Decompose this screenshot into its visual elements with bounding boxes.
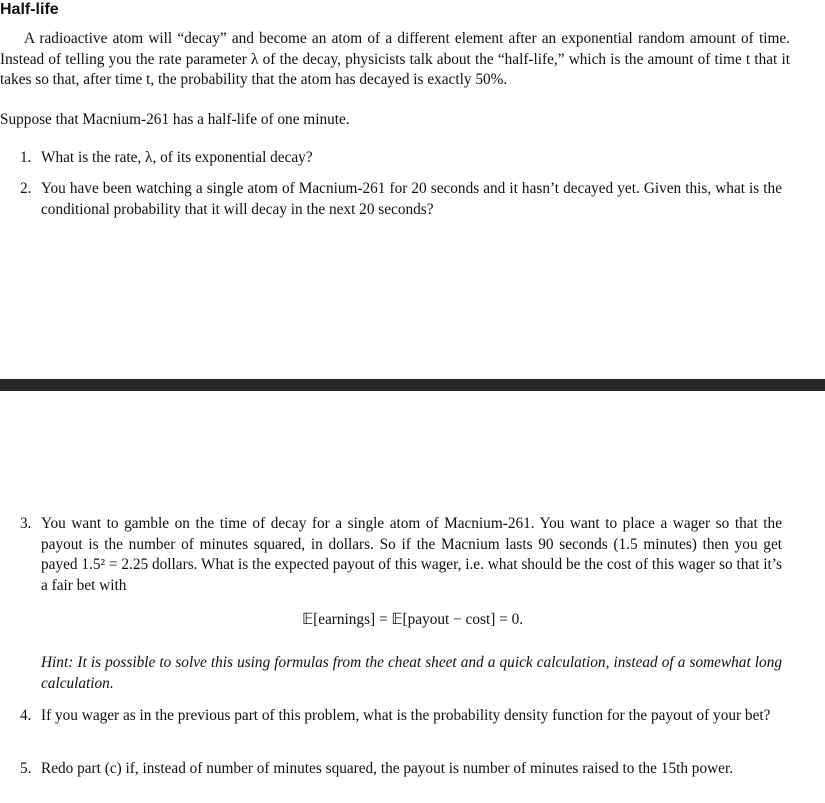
question-text: What is the rate, λ, of its exponential decay? bbox=[41, 149, 313, 166]
question-3 bbox=[20, 514, 782, 596]
question-5 bbox=[20, 759, 782, 780]
question-number: 1. bbox=[20, 149, 32, 166]
question-4 bbox=[20, 706, 782, 727]
question-2 bbox=[20, 179, 782, 220]
suppose-paragraph: Suppose that Macnium-261 has a half-life of one minute. bbox=[0, 111, 350, 128]
page-divider bbox=[0, 379, 825, 391]
question-1 bbox=[20, 148, 782, 169]
fair-bet-equation: 𝔼[earnings] = 𝔼[payout − cost] = 0. bbox=[301, 611, 524, 628]
question-number: 4. bbox=[20, 707, 32, 724]
intro-paragraph: A radioactive atom will “decay” and become an atom of a different element after an exponential random amount of time. Instead of telling you the rate parameter λ of the decay, physicists talk about the “half-life,” which is the amount of time t that it takes so that, after time t, the probability that the atom has decayed is exactly 50%. bbox=[0, 30, 790, 88]
page-title: Half-life bbox=[0, 1, 59, 18]
question-number: 3. bbox=[20, 515, 32, 532]
question-text: Redo part (c) if, instead of number of minutes squared, the payout is number of minutes raised to the 15th power. bbox=[41, 760, 734, 777]
question-number: 2. bbox=[20, 180, 32, 197]
page-top-section bbox=[0, 0, 825, 378]
question-text: You have been watching a single atom of Macnium-261 for 20 seconds and it hasn’t decayed yet. Given this, what is the conditional probability that it will decay in the next 20 seconds? bbox=[41, 180, 782, 218]
question-text: You want to gamble on the time of decay for a single atom of Macnium-261. You want to place a wager so that the payout is the number of minutes squared, in dollars. So if the Macnium lasts 90 seconds (1.5 minutes) then you get payed 1.5² = 2.25 dollars. What is the expected payout of this wager, i.e. what should be the cost of this wager so that it’s a fair bet with bbox=[41, 515, 782, 594]
question-number: 5. bbox=[20, 760, 32, 777]
hint-text: Hint: It is possible to solve this using formulas from the cheat sheet and a quick calculation, instead of a somewhat long calculation. bbox=[41, 654, 782, 692]
question-text: If you wager as in the previous part of this problem, what is the probability density function for the payout of your bet? bbox=[41, 707, 771, 724]
